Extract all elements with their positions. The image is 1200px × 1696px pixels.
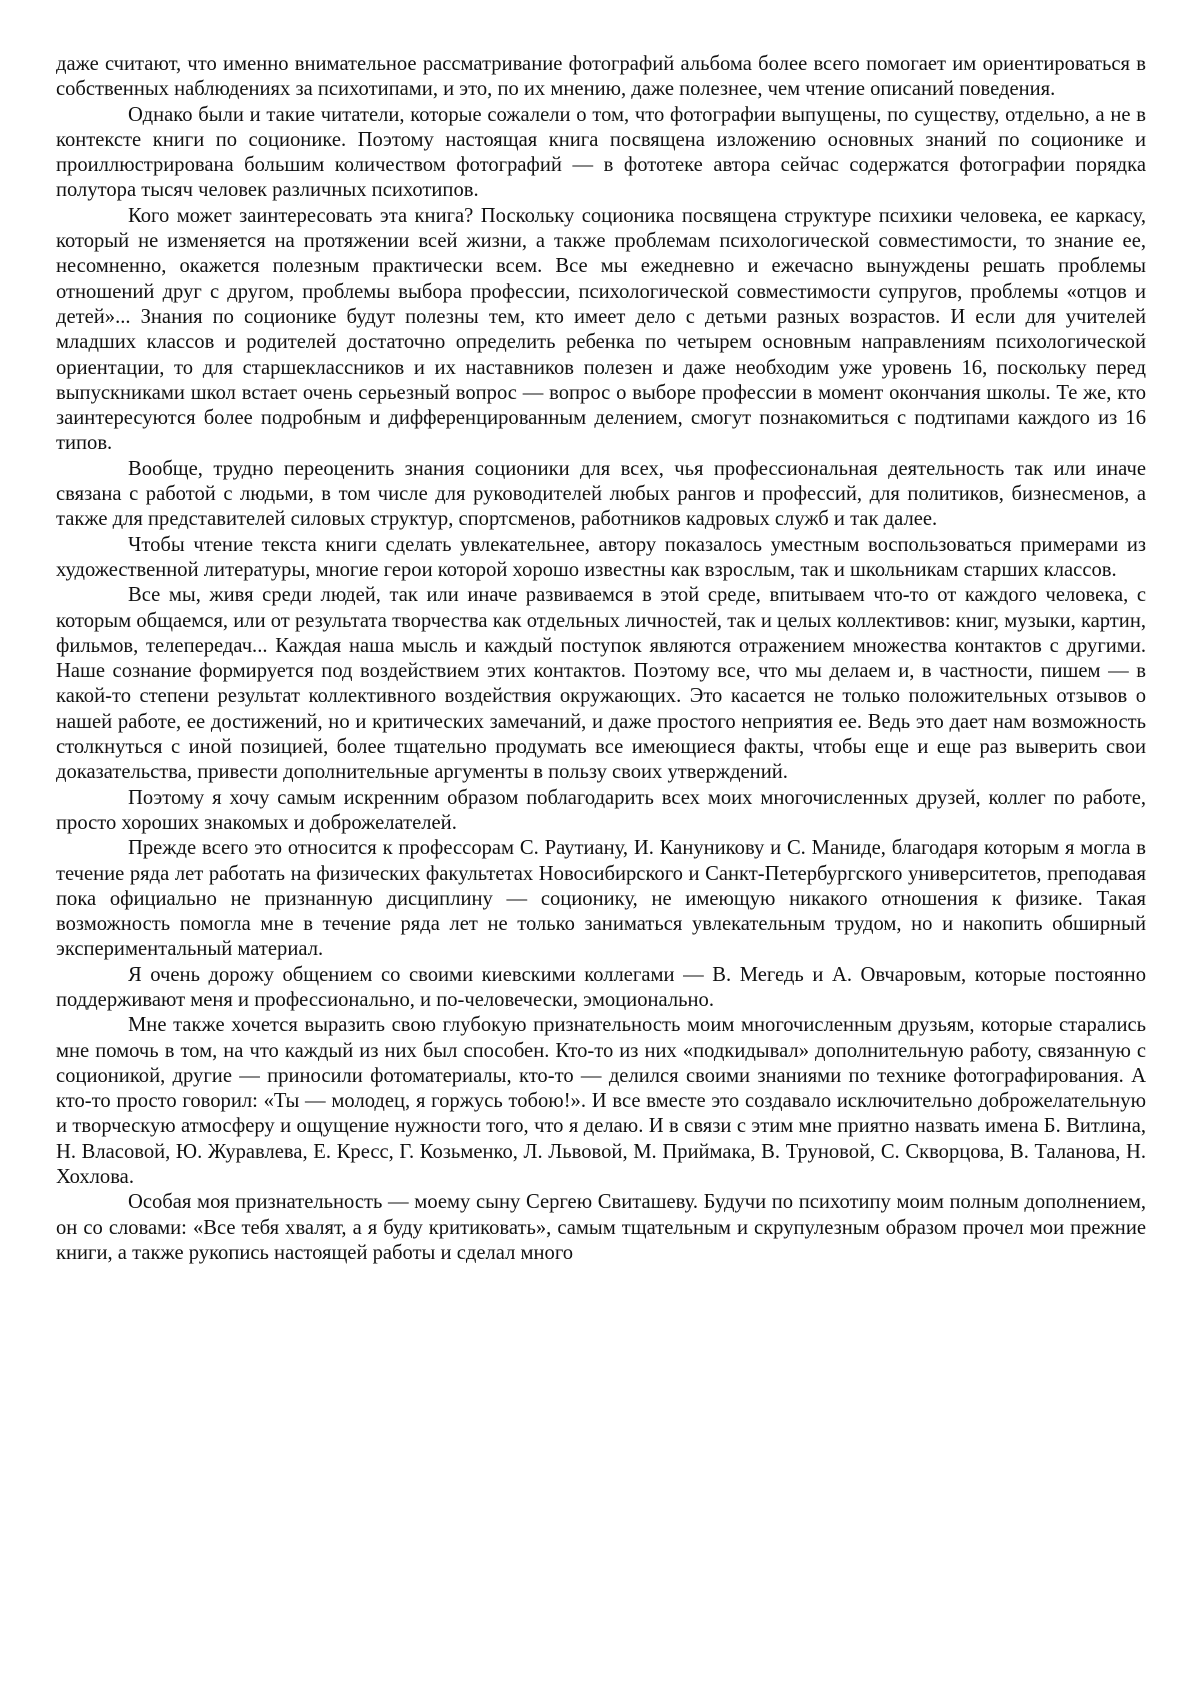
paragraph-thanks-kiev-colleagues: Я очень дорожу общением со своими киевскими коллегами — В. Мегедь и А. Овчаровым, которые постоянно поддерживают меня и профессионально, и по-человечески, эмоционально. xyxy=(56,963,1146,1011)
paragraph-thanks-intro: Поэтому я хочу самым искренним образом поблагодарить всех моих многочисленных друзей, коллег по работе, просто хороших знакомых и доброжелателей. xyxy=(56,786,1146,834)
paragraph-collective-influence: Все мы, живя среди людей, так или иначе развиваемся в этой среде, впитываем что-то от каждого человека, с которым общаемся, или от результата творчества как отдельных личностей, так и целых коллективов: книг, музыки, картин, фильмов, телепередач... Каждая наша мысль и каждый поступок являются отражением множества контактов с другими. Наше сознание формируется под воздействием этих контактов. Поэтому все, что мы делаем и, в частности, пишем — в какой-то степени результат коллективного воздействия окружающих. Это касается не только положительных отзывов о нашей работе, ее достижений, но и критических замечаний, и даже простого неприятия ее. Ведь это дает нам возможность столкнуться с иной позицией, более тщательно продумать все имеющиеся факты, чтобы еще и еще раз выверить свои доказательства, привести дополнительные аргументы в пользу своих утверждений. xyxy=(56,584,1146,784)
paragraph-continuation: даже считают, что именно внимательное рассматривание фотографий альбома более всего помогает им ориентироваться в собственных наблюдениях за психотипами, и это, по их мнению, даже полезнее, чем чтение описаний поведения. xyxy=(56,53,1146,101)
paragraph-professions: Вообще, трудно переоценить знания соционики для всех, чья профессиональная деятельность так или иначе связана с работой с людьми, в том числе для руководителей любых рангов и профессий, для политиков, бизнесменов, а также для представителей силовых структур, спортсменов, работников кадровых служб и так далее. xyxy=(56,457,1146,531)
paragraph-thanks-son: Особая моя признательность — моему сыну Сергею Свиташеву. Будучи по психотипу моим полным дополнением, он со словами: «Все тебя хвалят, а я буду критиковать», самым тщательным и скрупулезным образом прочел мои прежние книги, а также рукопись настоящей работы и сделал много xyxy=(56,1191,1146,1264)
paragraph-audience: Кого может заинтересовать эта книга? Поскольку соционика посвящена структуре психики человека, ее каркасу, который не изменяется на протяжении всей жизни, а также проблемам психологической совместимости, то знание ее, несомненно, окажется полезным практически всем. Все мы ежедневно и ежечасно вынуждены решать проблемы отношений друг с другом, проблемы выбора профессии, психологической совместимости супругов, проблемы «отцов и детей»... Знания по соционике будут полезны тем, кто имеет дело с детьми разных возрастов. И если для учителей младших классов и родителей достаточно определить ребенка по четырем основным направлениям психологической ориентации, то для старшеклассников и их наставников полезен и даже необходим уже уровень 16, поскольку перед выпускниками школ встает очень серьезный вопрос — вопрос о выборе профессии в момент окончания школы. Те же, кто заинтересуются более подробным и дифференцированным делением, смогут познакомиться с подтипами каждого из 16 типов. xyxy=(56,204,1146,455)
paragraph-thanks-professors: Прежде всего это относится к профессорам С. Раутиану, И. Кануникову и С. Маниде, благодаря которым я могла в течение ряда лет работать на физических факультетах Новосибирского и Санкт-Петербургского университетов, преподавая пока официально не признанную дисциплину — соционику, не имеющую никакого отношения к физике. Такая возможность помогла мне в течение ряда лет не только заниматься увлекательным трудом, но и накопить обширный экспериментальный материал. xyxy=(56,837,1146,961)
paragraph-thanks-friends: Мне также хочется выразить свою глубокую признательность моим многочисленным друзьям, которые старались мне помочь в том, на что каждый из них был способен. Кто-то из них «подкидывал» дополнительную работу, связанную с соционикой, другие — приносили фотоматериалы, кто-то — делился своими знаниями по технике фотографирования. А кто-то просто говорил: «Ты — молодец, я горжусь тобою!». И все вместе это создавало исключительно доброжелательную и творческую атмосферу и ощущение нужности того, что я делаю. И в связи с этим мне приятно назвать имена Б. Витлина, Н. Власовой, Ю. Журавлева, Е. Кресс, Г. Козьменко, Л. Львовой, М. Приймака, В. Труновой, С. Скворцова, В. Таланова, Н. Хохлова. xyxy=(56,1014,1146,1189)
document-page xyxy=(56,52,1146,1266)
paragraph-book-purpose: Однако были и такие читатели, которые сожалели о том, что фотографии выпущены, по существу, отдельно, а не в контексте книги по соционике. Поэтому настоящая книга посвящена изложению основных знаний по соционике и проиллюстрирована большим количеством фотографий — в фототеке автора сейчас содержатся фотографии порядка полутора тысяч человек различных психотипов. xyxy=(56,103,1146,202)
paragraph-literature-examples: Чтобы чтение текста книги сделать увлекательнее, автору показалось уместным воспользоваться примерами из художественной литературы, многие герои которой хорошо известны как взрослым, так и школьникам старших классов. xyxy=(56,533,1146,581)
